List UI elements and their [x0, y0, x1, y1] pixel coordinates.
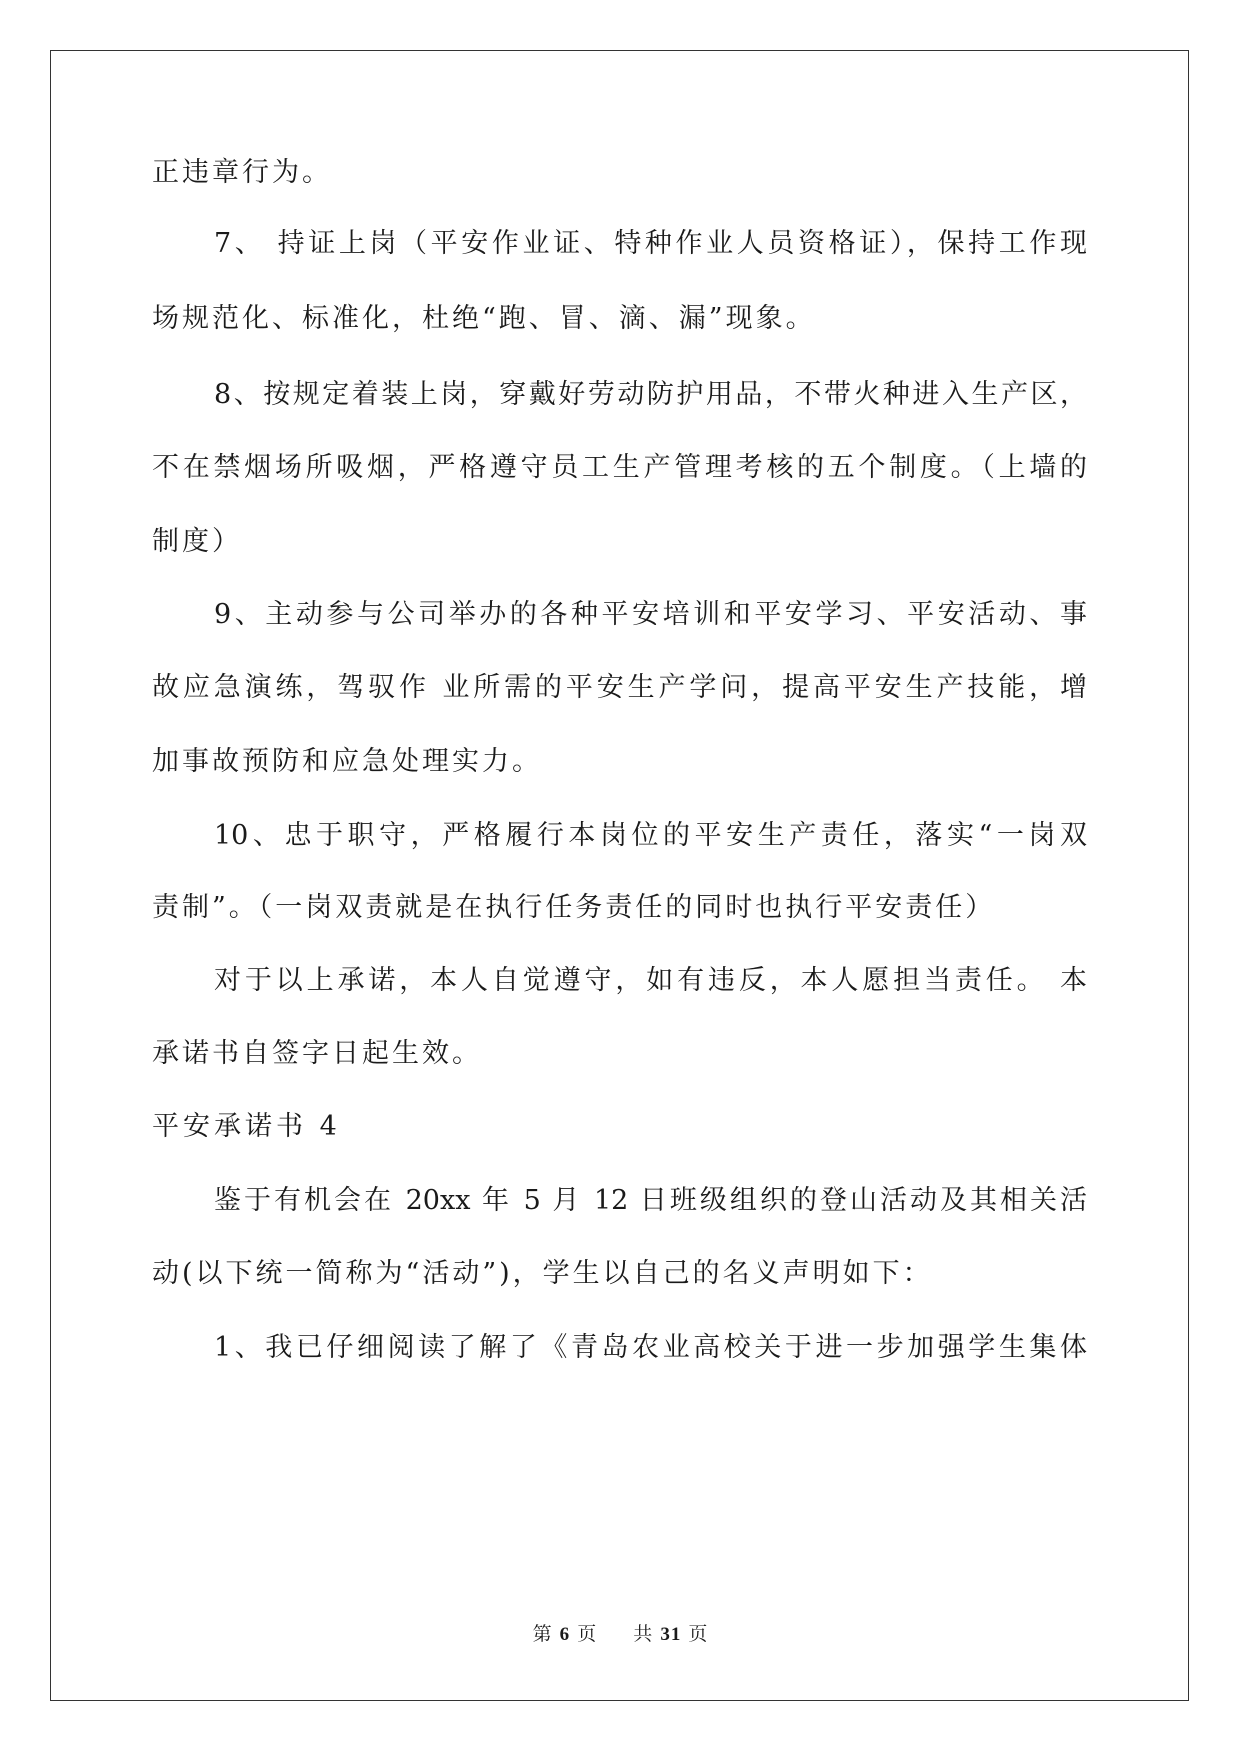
footer-page-unit: 页 — [577, 1623, 598, 1645]
text-line: 鉴于有机会在 20xx 年 5 月 12 日班级组织的登山活动及其相关活 — [214, 1185, 1087, 1216]
text-line: 10、忠于职守，严格履行本岗位的平安生产责任，落实“一岗双 — [214, 820, 1087, 851]
text-line: 对于以上承诺，本人自觉遵守，如有违反，本人愿担当责任。 本 — [214, 965, 1087, 996]
footer-prefix: 第 — [532, 1623, 553, 1645]
text-line: 责制”。（一岗双责就是在执行任务责任的同时也执行平安责任） — [152, 892, 996, 923]
footer-total-prefix: 共 — [633, 1623, 654, 1645]
section-heading: 平安承诺书 4 — [152, 1111, 341, 1142]
text-line: 制度） — [152, 526, 242, 557]
total-page-count: 31 — [660, 1624, 682, 1645]
text-line: 9、主动参与公司举办的各种平安培训和平安学习、平安活动、事 — [214, 599, 1087, 630]
text-line: 不在禁烟场所吸烟，严格遵守员工生产管理考核的五个制度。（上墙的 — [152, 452, 1087, 483]
text-line: 8、按规定着装上岗，穿戴好劳动防护用品，不带火种进入生产区， — [214, 379, 1087, 410]
text-line: 场规范化、标准化，杜绝“跑、冒、滴、漏”现象。 — [152, 303, 816, 334]
page-footer — [0, 1622, 1241, 1647]
text-line: 正违章行为。 — [152, 157, 332, 188]
text-line: 动(以下统一简称为“活动”)，学生以自己的名义声明如下： — [152, 1258, 933, 1289]
footer-total-unit: 页 — [688, 1623, 709, 1645]
text-line: 1、我已仔细阅读了解了《青岛农业高校关于进一步加强学生集体 — [214, 1332, 1087, 1363]
page-border — [50, 50, 1189, 1701]
text-line: 故应急演练，驾驭作 业所需的平安生产学问，提高平安生产技能，增 — [152, 672, 1087, 703]
text-line: 承诺书自签字日起生效。 — [152, 1038, 482, 1069]
text-line: 加事故预防和应急处理实力。 — [152, 746, 542, 777]
text-line: 7、 持证上岗（平安作业证、特种作业人员资格证），保持工作现 — [214, 228, 1087, 259]
current-page-number: 6 — [559, 1624, 571, 1645]
